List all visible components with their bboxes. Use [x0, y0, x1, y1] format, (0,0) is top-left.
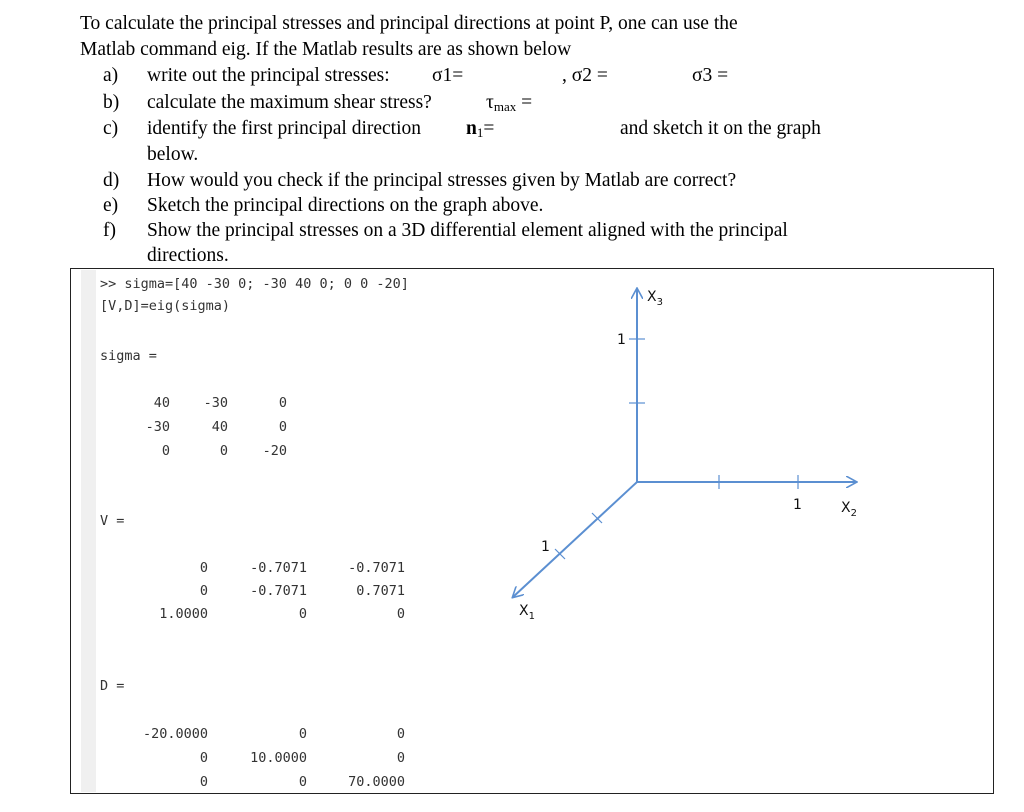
item-d-text: How would you check if the principal stresses given by Matlab are correct?	[147, 170, 737, 191]
figure-box	[70, 268, 994, 794]
d-cell-r3-c1: 0	[199, 774, 208, 790]
sigma-cell-r1-c1: 40	[153, 395, 170, 411]
x1-tick-label: 1	[541, 539, 550, 555]
sigma-cell-r2-c1: -30	[145, 419, 170, 435]
sigma-cell-r3-c2: 0	[219, 443, 228, 459]
d-cell-r1-c2: 0	[298, 726, 307, 742]
item-a-text: write out the principal stresses:	[147, 65, 390, 86]
d-cell-r2-c1: 0	[199, 750, 208, 766]
item-c-marker: c)	[103, 118, 119, 139]
tau-max-label: $\tau_{max}$ =	[486, 92, 533, 114]
intro-line-1: To calculate the principal stresses and principal directions at point P, one can use the	[80, 13, 738, 34]
item-c-text: identify the first principal direction	[147, 118, 421, 139]
d-label: D =	[100, 678, 125, 694]
sigma-cell-r3-c1: 0	[161, 443, 170, 459]
d-cell-r2-c3: 0	[396, 750, 405, 766]
item-f-marker: f)	[103, 220, 116, 241]
coordinate-axes	[71, 269, 993, 793]
item-d-marker: d)	[103, 170, 120, 191]
x3-tick-label: 1	[617, 332, 626, 348]
sigma-cell-r2-c2: 40	[211, 419, 228, 435]
sigma1-label: σ1=	[432, 65, 464, 86]
v-cell-r1-c3: -0.7071	[348, 560, 405, 576]
item-a-marker: a)	[103, 65, 119, 86]
item-b-marker: b)	[103, 92, 120, 113]
v-cell-r3-c3: 0	[396, 606, 405, 622]
item-c-cont: below.	[147, 144, 199, 165]
item-f-cont: directions.	[147, 245, 229, 266]
v-cell-r1-c1: 0	[199, 560, 208, 576]
x1-axis-label: $X_1$	[519, 603, 535, 622]
v-cell-r3-c2: 0	[298, 606, 307, 622]
intro-line-2: Matlab command eig. If the Matlab results are as shown below	[80, 39, 572, 60]
n1-label: $n_1=$	[466, 118, 495, 140]
sigma2-label: , σ2 =	[562, 65, 608, 86]
v-cell-r2-c1: 0	[199, 583, 208, 599]
item-f-text: Show the principal stresses on a 3D differential element aligned with the principal	[147, 220, 788, 241]
item-e-text: Sketch the principal directions on the graph above.	[147, 195, 544, 216]
v-cell-r3-c1: 1.0000	[159, 606, 208, 622]
x2-tick-label: 1	[793, 497, 802, 513]
sigma-cell-r2-c3: 0	[278, 419, 287, 435]
v-cell-r2-c3: 0.7071	[356, 583, 405, 599]
item-e-marker: e)	[103, 195, 119, 216]
d-cell-r1-c1: -20.0000	[142, 726, 208, 742]
d-cell-r2-c2: 10.0000	[250, 750, 307, 766]
d-cell-r3-c3: 70.0000	[348, 774, 405, 790]
x1-axis	[513, 482, 637, 597]
d-cell-r1-c3: 0	[396, 726, 405, 742]
d-cell-r3-c2: 0	[298, 774, 307, 790]
sigma-label: sigma =	[100, 348, 157, 364]
sigma-cell-r3-c3: -20	[262, 443, 287, 459]
sigma3-label: σ3 =	[692, 65, 729, 86]
command-line-2: [V,D]=eig(sigma)	[100, 298, 231, 314]
item-b-text: calculate the maximum shear stress?	[147, 92, 432, 113]
sigma-cell-r1-c3: 0	[278, 395, 287, 411]
x2-axis-label: $X_2$	[841, 500, 857, 519]
v-label: V =	[100, 513, 125, 529]
v-cell-r1-c2: -0.7071	[250, 560, 307, 576]
v-cell-r2-c2: -0.7071	[250, 583, 307, 599]
sigma-cell-r1-c2: -30	[203, 395, 228, 411]
command-line-1: >> sigma=[40 -30 0; -30 40 0; 0 0 -20]	[100, 276, 409, 292]
x3-axis-label: $X_3$	[647, 289, 663, 308]
item-c-tail: and sketch it on the graph	[620, 118, 821, 139]
